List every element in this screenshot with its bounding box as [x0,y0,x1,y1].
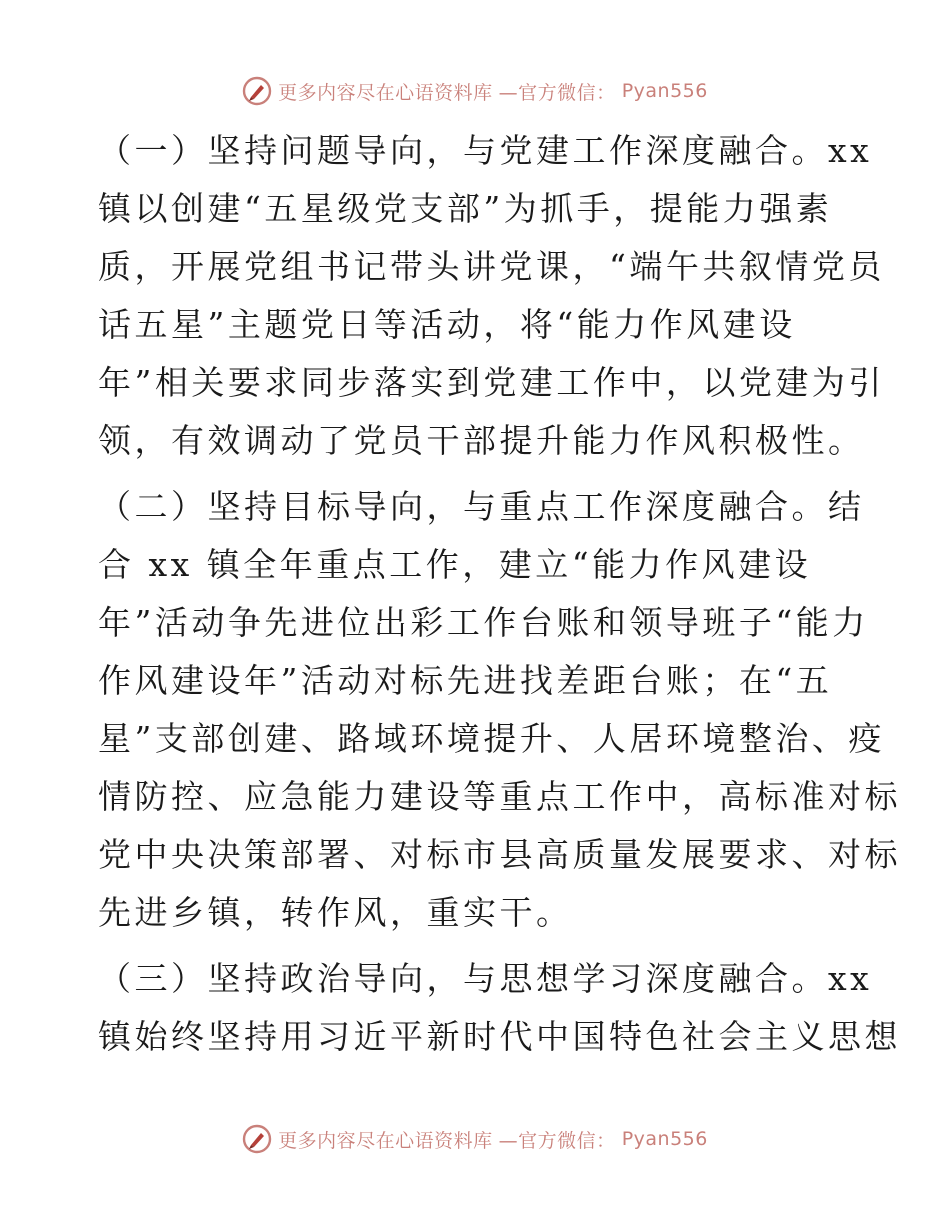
text-line: 年”活动争先进位出彩工作台账和领导班子“能力 [98,603,869,642]
text-line: 星”支部创建、路域环境提升、人居环境整治、疫 [98,719,885,758]
footer-watermark [0,1124,950,1154]
text-line: （二）坚持目标导向，与重点工作深度融合。结 [98,487,865,526]
text-line: （三）坚持政治导向，与思想学习深度融合。xx [98,959,873,998]
watermark-wechat-id: Pyan556 [621,1128,708,1150]
text-line: 质，开展党组书记带头讲党课，“端午共叙情党员 [98,247,885,286]
pen-nib-logo-icon [242,1124,272,1154]
text-line: 合 xx 镇全年重点工作，建立“能力作风建设 [98,545,812,584]
text-line: 情防控、应急能力建设等重点工作中，高标准对标 [98,777,901,816]
watermark-separator: —官方微信： [498,1129,616,1152]
pen-nib-logo-icon [242,76,272,106]
text-line: 先进乡镇，转作风，重实干。 [98,893,573,932]
paragraph-3 [98,950,901,1066]
text-line: 作风建设年”活动对标先进找差距台账；在“五 [98,661,833,700]
text-line: 党中央决策部署、对标市县高质量发展要求、对标 [98,835,901,874]
text-line: 年”相关要求同步落实到党建工作中，以党建为引 [98,363,885,402]
header-watermark [0,76,950,106]
text-line: （一）坚持问题导向，与党建工作深度融合。xx [98,131,873,170]
paragraph-1 [98,122,885,470]
document-body [98,122,901,1074]
watermark-separator: —官方微信： [498,81,616,104]
text-line: 镇始终坚持用习近平新时代中国特色社会主义思想 [98,1017,901,1056]
text-line: 镇以创建“五星级党支部”为抓手，提能力强素 [98,189,833,228]
text-line: 领，有效调动了党员干部提升能力作风积极性。 [98,421,865,460]
watermark-wechat-id: Pyan556 [621,80,708,102]
watermark-text: 更多内容尽在心语资料库 [278,1129,493,1152]
watermark-text: 更多内容尽在心语资料库 [278,81,493,104]
paragraph-2 [98,478,901,942]
text-line: 话五星”主题党日等活动，将“能力作风建设 [98,305,796,344]
